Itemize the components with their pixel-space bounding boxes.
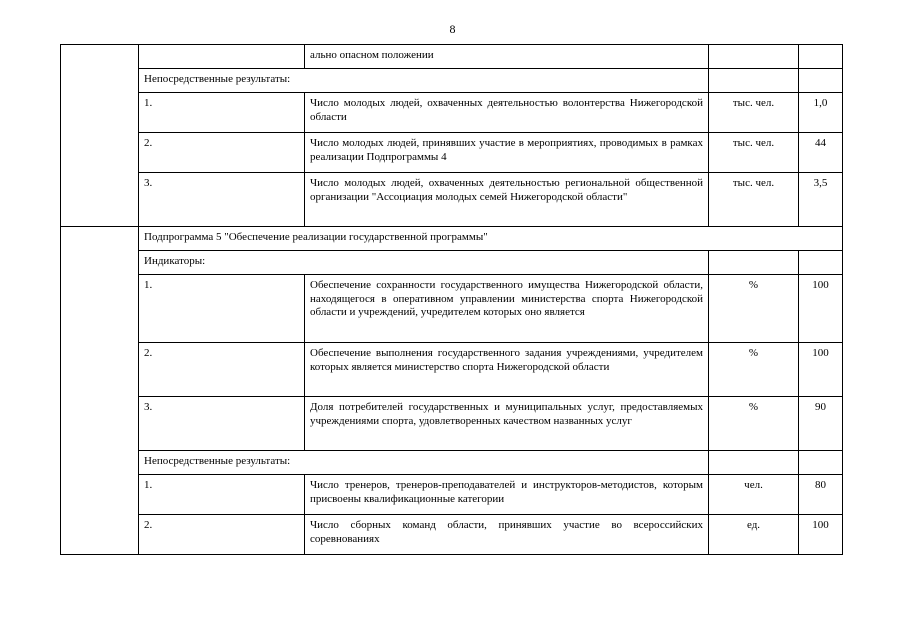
section-cell-sp4 [61,45,139,227]
page-number: 8 [449,22,456,36]
empty-cell [139,45,305,69]
row-unit: % [709,397,799,451]
row-unit: ед. [709,515,799,555]
row-text: Число молодых людей, охваченных деятельностью волонтерства Нижегородской области [305,93,709,133]
row-number: 3. [139,173,305,227]
table-row [61,397,843,451]
table-row [61,45,843,69]
row-unit: тыс. чел. [709,133,799,173]
row-value: 44 [799,133,843,173]
row-unit: тыс. чел. [709,173,799,227]
row-unit: % [709,275,799,343]
empty-cell [709,251,799,275]
table-row [61,275,843,343]
table-row [61,133,843,173]
table-row [61,343,843,397]
row-unit: % [709,343,799,397]
direct-results-label: Непосредственные результаты: [139,451,709,475]
row-number: 2. [139,343,305,397]
row-number: 1. [139,275,305,343]
row-value: 100 [799,515,843,555]
row-number: 2. [139,515,305,555]
row-text: Число молодых людей, принявших участие в мероприятиях, проводимых в рамках реализации Подпрограммы 4 [305,133,709,173]
subprogram-title: Подпрограмма 5 "Обеспечение реализации государственной программы" [139,227,843,251]
empty-cell [709,69,799,93]
row-value: 100 [799,343,843,397]
table-row [61,69,843,93]
table-row [61,227,843,251]
row-value: 1,0 [799,93,843,133]
table-row [61,475,843,515]
indicators-label: Индикаторы: [139,251,709,275]
table-row [61,93,843,133]
row-text: Доля потребителей государственных и муниципальных услуг, предоставляемых учреждениями спорта, удовлетворенных качеством названных услуг [305,397,709,451]
empty-cell [799,451,843,475]
table-row [61,251,843,275]
row-text: Обеспечение выполнения государственного задания учреждениями, учредителем которых является министерство спорта Нижегородской области [305,343,709,397]
row-value: 80 [799,475,843,515]
row-text: Число тренеров, тренеров-преподавателей и инструкторов-методистов, которым присвоены квалификационные категории [305,475,709,515]
empty-cell [709,45,799,69]
row-number: 3. [139,397,305,451]
row-unit: тыс. чел. [709,93,799,133]
row-value: 100 [799,275,843,343]
empty-cell [799,69,843,93]
empty-cell [709,451,799,475]
continuation-text: ально опасном положении [305,45,709,69]
table-row [61,173,843,227]
row-text: Число молодых людей, охваченных деятельностью региональной общественной организации "Ассоциация молодых семей Нижегородской области" [305,173,709,227]
section-cell-sp5 [61,227,139,555]
table-row [61,451,843,475]
empty-cell [799,45,843,69]
row-number: 1. [139,475,305,515]
table-row [61,515,843,555]
row-number: 1. [139,93,305,133]
row-value: 3,5 [799,173,843,227]
row-text: Обеспечение сохранности государственного имущества Нижегородской области, находящегося в оперативном управлении министерства спорта Нижегородской области и учреждений, учредителем которых оно является [305,275,709,343]
row-unit: чел. [709,475,799,515]
direct-results-label: Непосредственные результаты: [139,69,709,93]
indicators-table [60,44,843,555]
row-number: 2. [139,133,305,173]
row-value: 90 [799,397,843,451]
row-text: Число сборных команд области, принявших участие во всероссийских соревнованиях [305,515,709,555]
empty-cell [799,251,843,275]
